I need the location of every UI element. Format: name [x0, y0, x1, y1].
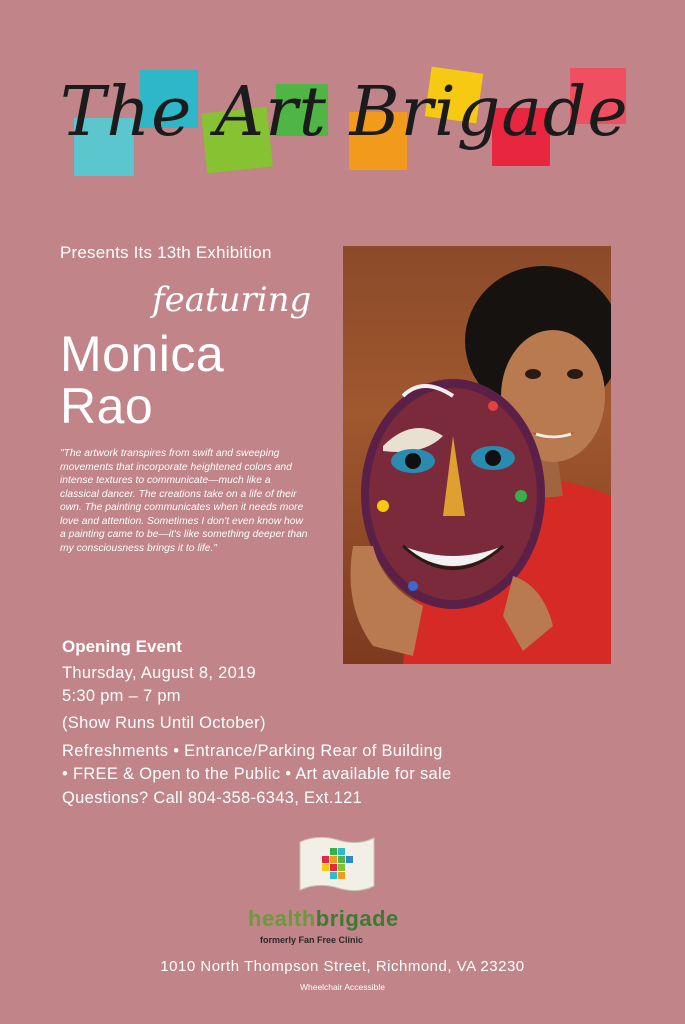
featuring-text: featuring [152, 280, 312, 320]
artist-quote: "The artwork transpires from swift and sweeping movements that incorporate heightened colors and intense textures to communicate—much like a classical dancer. The creations take on a life of their own. The painting communicates when it needs more love and attention. Sometimes I don't even know how a painting came to be—it's like something deeper than my consciousness brings it to life." [60, 448, 308, 554]
show-run-note: (Show Runs Until October) [62, 714, 266, 732]
event-info-line-2: • FREE & Open to the Public • Art available for sale [62, 765, 452, 783]
event-date: Thursday, August 8, 2019 [62, 664, 257, 682]
health-brigade-flag-icon [298, 834, 376, 896]
artist-photo [343, 246, 611, 664]
accessibility-note: Wheelchair Accessible [299, 982, 386, 992]
artist-first-name: Monica [60, 326, 225, 382]
artist-photo-illustration [343, 246, 611, 664]
artist-name [60, 328, 224, 432]
brand-subtitle: formerly Fan Free Clinic [260, 935, 364, 945]
event-time: 5:30 pm – 7 pm [62, 687, 181, 705]
opening-event-heading: Opening Event [62, 637, 182, 656]
presents-text: Presents Its 13th Exhibition [60, 243, 272, 262]
health-brigade-logo-text [248, 906, 399, 932]
event-info-line-1: Refreshments • Entrance/Parking Rear of Building [62, 742, 443, 760]
brand-part-brigade: brigade [315, 906, 399, 931]
brand-part-health: health [248, 906, 316, 931]
artist-last-name: Rao [60, 378, 154, 434]
poster-title: The Art Brigade [60, 73, 629, 152]
event-contact: Questions? Call 804-358-6343, Ext.121 [62, 789, 363, 807]
venue-address: 1010 North Thompson Street, Richmond, VA 23230 [160, 958, 525, 975]
